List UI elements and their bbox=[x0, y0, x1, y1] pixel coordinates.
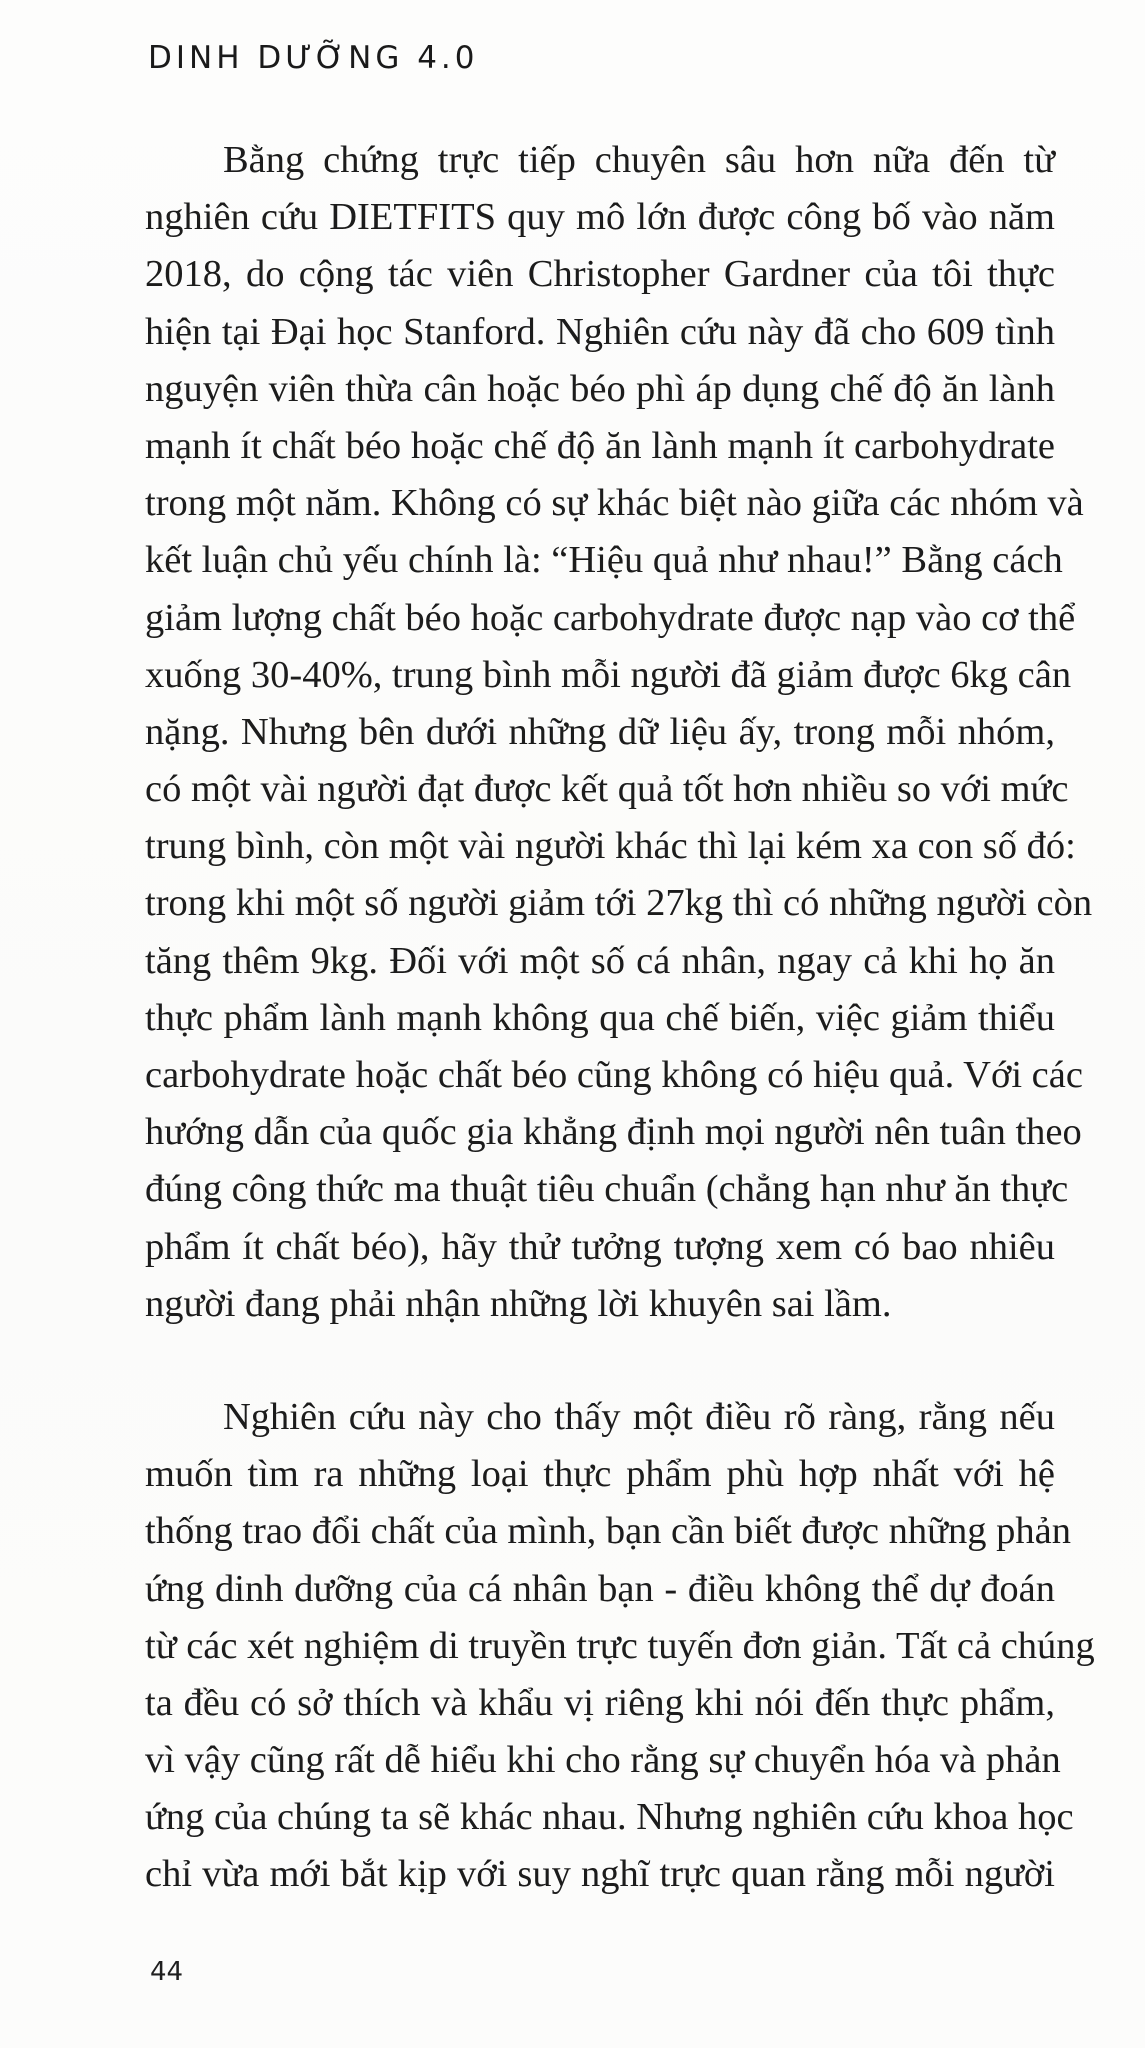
text-line: nặng. Nhưng bên dưới những dữ liệu ấy, trong mỗi nhóm, bbox=[145, 710, 1055, 753]
page-number: 44 bbox=[150, 1957, 184, 1987]
text-line: carbohydrate hoặc chất béo cũng không có hiệu quả. Với các bbox=[145, 1054, 1083, 1096]
text-line: mạnh ít chất béo hoặc chế độ ăn lành mạnh ít carbohydrate bbox=[145, 424, 1055, 467]
text-line: kết luận chủ yếu chính là: “Hiệu quả như nhau!” Bằng cách bbox=[145, 539, 1063, 582]
paragraph-2 bbox=[145, 1389, 1095, 1904]
paragraph-spacer bbox=[145, 1333, 1055, 1389]
text-line: Nghiên cứu này cho thấy một điều rõ ràng, rằng nếu bbox=[223, 1395, 1055, 1438]
text-line: vì vậy cũng rất dễ hiểu khi cho rằng sự chuyển hóa và phản bbox=[145, 1739, 1061, 1782]
text-line: người đang phải nhận những lời khuyên sai lầm. bbox=[145, 1282, 892, 1325]
text-line: ta đều có sở thích và khẩu vị riêng khi nói đến thực phẩm, bbox=[145, 1681, 1055, 1724]
text-line: 2018, do cộng tác viên Christopher Gardner của tôi thực bbox=[145, 253, 1055, 296]
text-line: từ các xét nghiệm di truyền trực tuyến đơn giản. Tất cả chúng bbox=[145, 1624, 1095, 1667]
text-line: giảm lượng chất béo hoặc carbohydrate được nạp vào cơ thể bbox=[145, 596, 1076, 639]
text-line: nghiên cứu DIETFITS quy mô lớn được công bố vào năm bbox=[145, 196, 1055, 239]
text-line: hướng dẫn của quốc gia khẳng định mọi người nên tuân theo bbox=[145, 1111, 1082, 1154]
running-head-title: DINH DƯỠNG 4.0 bbox=[148, 40, 479, 76]
text-line: phẩm ít chất béo), hãy thử tưởng tượng xem có bao nhiêu bbox=[145, 1225, 1055, 1268]
text-line: xuống 30-40%, trung bình mỗi người đã giảm được 6kg cân bbox=[145, 653, 1072, 696]
body-text bbox=[145, 132, 1095, 1904]
paragraph-1 bbox=[145, 132, 1093, 1333]
text-line: trong một năm. Không có sự khác biệt nào giữa các nhóm và bbox=[145, 482, 1084, 525]
text-line: tăng thêm 9kg. Đối với một số cá nhân, ngay cả khi họ ăn bbox=[145, 939, 1055, 982]
text-line: có một vài người đạt được kết quả tốt hơn nhiều so với mức bbox=[145, 768, 1069, 811]
text-line: thực phẩm lành mạnh không qua chế biến, việc giảm thiểu bbox=[145, 996, 1055, 1039]
text-line: đúng công thức ma thuật tiêu chuẩn (chẳng hạn như ăn thực bbox=[145, 1168, 1069, 1211]
text-line: hiện tại Đại học Stanford. Nghiên cứu này đã cho 609 tình bbox=[145, 310, 1055, 353]
text-line: muốn tìm ra những loại thực phẩm phù hợp nhất với hệ bbox=[145, 1453, 1055, 1496]
text-line: Bằng chứng trực tiếp chuyên sâu hơn nữa đến từ bbox=[223, 139, 1055, 181]
text-line: nguyện viên thừa cân hoặc béo phì áp dụng chế độ ăn lành bbox=[145, 367, 1055, 410]
text-line: trong khi một số người giảm tới 27kg thì có những người còn bbox=[145, 882, 1093, 925]
text-line: ứng của chúng ta sẽ khác nhau. Nhưng nghiên cứu khoa học bbox=[145, 1796, 1074, 1839]
text-line: chỉ vừa mới bắt kịp với suy nghĩ trực quan rằng mỗi người bbox=[145, 1853, 1055, 1896]
text-line: trung bình, còn một vài người khác thì lại kém xa con số đó: bbox=[145, 825, 1076, 868]
text-line: thống trao đổi chất của mình, bạn cần biết được những phản bbox=[145, 1510, 1071, 1553]
text-line: ứng dinh dưỡng của cá nhân bạn - điều không thể dự đoán bbox=[145, 1567, 1055, 1610]
